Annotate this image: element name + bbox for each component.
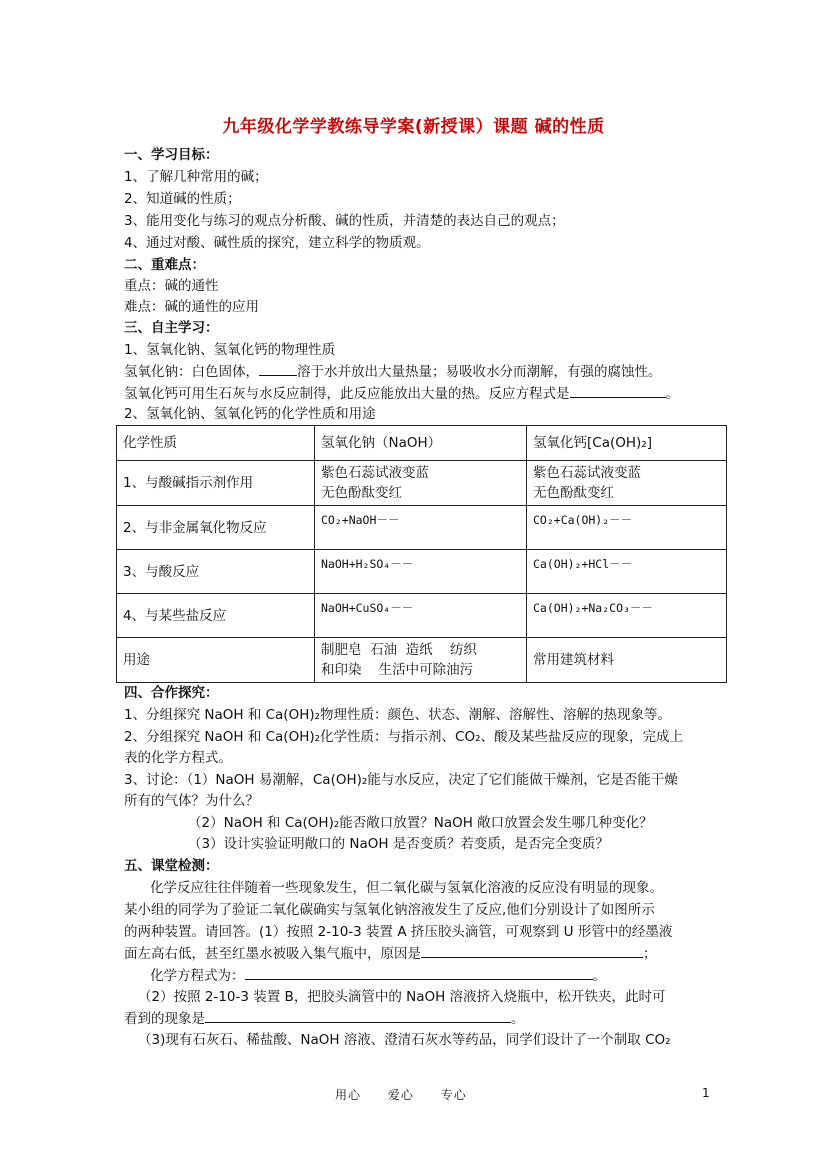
properties-table bbox=[116, 425, 727, 683]
check-paragraph: 化学反应往往伴随着一些现象发生，但二氧化碳与氢氧化溶液的反应没有明显的现象。 bbox=[150, 880, 663, 896]
self-study-item: 2、氢氧化钠、氢氧化钙的化学性质和用途 bbox=[124, 406, 376, 422]
table-cell-naoh bbox=[315, 461, 527, 506]
objective-item: 2、知道碱的性质； bbox=[124, 191, 241, 207]
caoh-text-after-blank: 。 bbox=[665, 386, 679, 402]
check-question-reason bbox=[124, 943, 657, 964]
cell-line: 紫色石蕊试液变蓝 bbox=[533, 465, 641, 481]
check-question-phenomenon bbox=[124, 1008, 525, 1029]
table-cell-property: 4、与某些盐反应 bbox=[117, 594, 315, 638]
table-cell-naoh: NaOH+H₂SO₄－－ bbox=[315, 550, 527, 594]
table-cell-caoh: Ca(OH)₂+HCl－－ bbox=[527, 550, 727, 594]
table-row bbox=[117, 550, 727, 594]
table-cell-naoh bbox=[315, 638, 527, 683]
table-row bbox=[117, 506, 727, 550]
answer-blank[interactable] bbox=[570, 383, 666, 398]
footer-motto: 用心 bbox=[335, 1088, 362, 1102]
cooperative-item: 3、讨论：（1）NaOH 易潮解，Ca(OH)₂能与水反应，决定了它们能做干燥剂，它是否能干燥 bbox=[124, 772, 678, 788]
caoh-text-before-blank: 氢氧化钙可用生石灰与水反应制得，此反应能放出大量的热。反应方程式是 bbox=[124, 386, 570, 402]
naoh-physical-properties bbox=[124, 361, 662, 382]
cell-line: 制肥皂 石油 造纸 纺织 bbox=[321, 642, 477, 658]
cell-line: 和印染 生活中可除油污 bbox=[321, 662, 474, 678]
table-header: 氢氧化钙[Ca(OH)₂] bbox=[527, 426, 727, 461]
answer-blank[interactable] bbox=[205, 1008, 511, 1023]
footer-motto: 爱心 bbox=[387, 1088, 414, 1102]
objective-item: 3、能用变化与练习的观点分析酸、碱的性质，并清楚的表达自己的观点； bbox=[124, 213, 565, 229]
discussion-question: （2）NaOH 和 Ca(OH)₂能否敞口放置？NaOH 敞口放置会发生哪几种变化？ bbox=[188, 815, 653, 831]
self-study-item: 1、氢氧化钠、氢氧化钙的物理性质 bbox=[124, 342, 336, 358]
cell-line: 无色酚酞变红 bbox=[321, 485, 402, 501]
naoh-text-before-blank: 氢氧化钠：白色固体， bbox=[124, 364, 259, 380]
check-paragraph: （2）按照 2-10-3 装置 B，把胶头滴管中的 NaOH 溶液挤入烧瓶中，松开铁夹，此时可 bbox=[138, 989, 666, 1005]
table-cell-caoh: CO₂+Ca(OH)₂－－ bbox=[527, 506, 727, 550]
cell-line: 无色酚酞变红 bbox=[533, 485, 614, 501]
answer-blank[interactable] bbox=[245, 965, 593, 980]
check-question-equation bbox=[150, 965, 606, 986]
table-header: 氢氧化钠（NaOH） bbox=[315, 426, 527, 461]
cooperative-item: 2、分组探究 NaOH 和 Ca(OH)₂化学性质：与指示剂、CO₂、酸及某些盐反应的现象，完成上 bbox=[124, 729, 683, 745]
page-number: 1 bbox=[702, 1086, 710, 1100]
phenomenon-end: 。 bbox=[511, 1011, 525, 1027]
table-cell-caoh: Ca(OH)₂+Na₂CO₃－－ bbox=[527, 594, 727, 638]
reason-end: ； bbox=[643, 946, 657, 962]
objective-item: 1、了解几种常用的碱； bbox=[124, 169, 268, 185]
document-title: 九年级化学学教练导学案(新授课）课题 碱的性质 bbox=[222, 117, 605, 137]
footer-motto: 专心 bbox=[440, 1088, 467, 1102]
check-paragraph: 某小组的同学为了验证二氧化碳确实与氢氧化钠溶液发生了反应,他们分别设计了如图所示 bbox=[124, 902, 655, 918]
section-heading-objectives: 一、学习目标： bbox=[124, 147, 219, 163]
table-row bbox=[117, 461, 727, 506]
discussion-question: （3）设计实验证明敞口的 NaOH 是否变质？若变质，是否完全变质？ bbox=[188, 836, 609, 852]
answer-blank[interactable] bbox=[421, 943, 643, 958]
naoh-text-after-blank: 溶于水并放出大量热量；易吸收水分而潮解，有强的腐蚀性。 bbox=[297, 364, 662, 380]
table-cell-naoh: CO₂+NaOH－－ bbox=[315, 506, 527, 550]
section-heading-key-points: 二、重难点： bbox=[124, 257, 205, 273]
objective-item: 4、通过对酸、碱性质的探究，建立科学的物质观。 bbox=[124, 235, 430, 251]
table-cell-caoh bbox=[527, 461, 727, 506]
cooperative-item-cont: 所有的气体？为什么？ bbox=[124, 793, 259, 809]
equation-end: 。 bbox=[592, 968, 606, 984]
equation-text: 化学方程式为： bbox=[150, 968, 245, 984]
section-heading-self-study: 三、自主学习： bbox=[124, 320, 219, 336]
phenomenon-text: 看到的现象是 bbox=[124, 1011, 205, 1027]
table-cell-naoh: NaOH+CuSO₄－－ bbox=[315, 594, 527, 638]
cell-line: 紫色石蕊试液变蓝 bbox=[321, 465, 429, 481]
cooperative-item: 1、分组探究 NaOH 和 Ca(OH)₂物理性质：颜色、状态、潮解、溶解性、溶解的热现象等。 bbox=[124, 707, 672, 723]
answer-blank[interactable] bbox=[259, 361, 297, 376]
reason-text: 面左高右低，甚至红墨水被吸入集气瓶中，原因是 bbox=[124, 946, 421, 962]
key-point: 重点：碱的通性 bbox=[124, 278, 219, 294]
section-heading-check: 五、课堂检测： bbox=[124, 858, 219, 874]
table-header-row bbox=[117, 426, 727, 461]
page-footer bbox=[335, 1086, 489, 1103]
section-heading-cooperative: 四、合作探究： bbox=[124, 685, 219, 701]
table-cell-property: 1、与酸碱指示剂作用 bbox=[117, 461, 315, 506]
difficult-point: 难点：碱的通性的应用 bbox=[124, 299, 259, 315]
table-header: 化学性质 bbox=[117, 426, 315, 461]
table-cell-property: 3、与酸反应 bbox=[117, 550, 315, 594]
table-cell-property: 2、与非金属氧化物反应 bbox=[117, 506, 315, 550]
table-cell-caoh: 常用建筑材料 bbox=[527, 638, 727, 683]
table-row bbox=[117, 594, 727, 638]
table-cell-property: 用途 bbox=[117, 638, 315, 683]
cooperative-item-cont: 表的化学方程式。 bbox=[124, 750, 232, 766]
check-paragraph: 的两种装置。请回答。(1）按照 2-10-3 装置 A 挤压胶头滴管，可观察到 U 形管中的经墨液 bbox=[124, 924, 673, 940]
table-row bbox=[117, 638, 727, 683]
caoh-preparation bbox=[124, 383, 679, 404]
check-paragraph: （3)现有石灰石、稀盐酸、NaOH 溶液、澄清石灰水等药品，同学们设计了一个制取 CO₂ bbox=[138, 1032, 671, 1048]
